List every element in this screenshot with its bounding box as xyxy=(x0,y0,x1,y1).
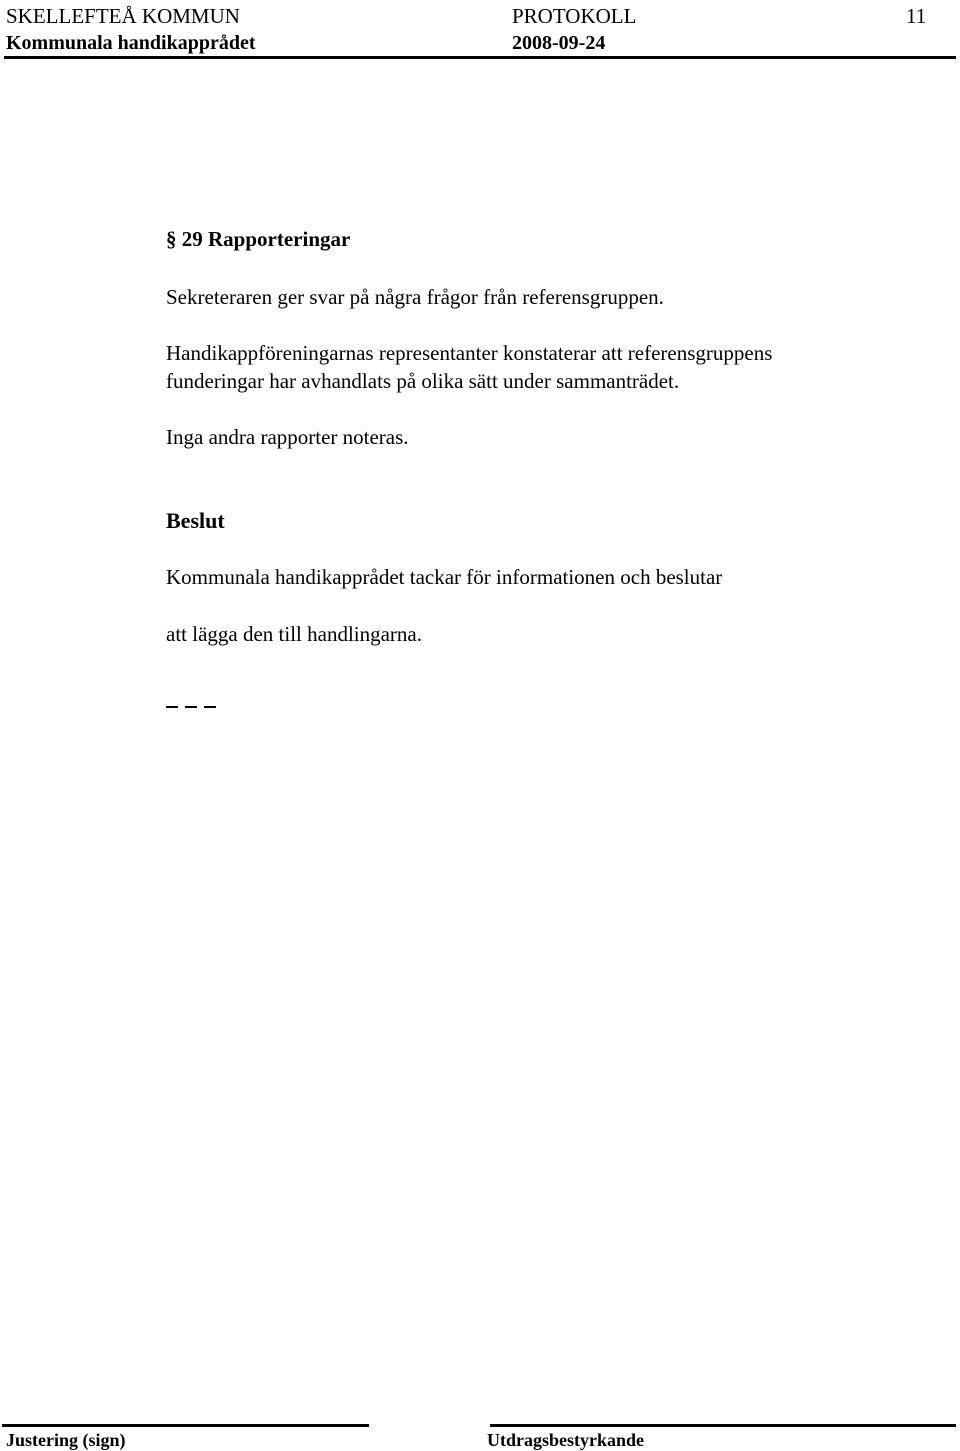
document-type: PROTOKOLL xyxy=(512,4,637,28)
decision-line-1: Kommunala handikapprådet tackar för informationen och beslutar xyxy=(166,565,723,589)
board-name: Kommunala handikapprådet xyxy=(6,32,256,54)
paragraph-2-line-1: Handikappföreningarnas representanter konstaterar att referensgruppens xyxy=(166,341,773,365)
header-divider xyxy=(4,56,956,59)
decision-heading: Beslut xyxy=(166,508,225,533)
footer-rule-right xyxy=(490,1424,956,1427)
end-separator-dash xyxy=(204,706,216,708)
page-number: 11 xyxy=(906,4,927,28)
footer-justering-label: Justering (sign) xyxy=(6,1430,126,1450)
section-heading: § 29 Rapporteringar xyxy=(166,227,351,251)
paragraph-3: Inga andra rapporter noteras. xyxy=(166,425,409,449)
paragraph-2-line-2: funderingar har avhandlats på olika sätt under sammanträdet. xyxy=(166,369,680,393)
end-separator-dash xyxy=(185,706,197,708)
paragraph-1: Sekreteraren ger svar på några frågor från referensgruppen. xyxy=(166,285,664,309)
organization-name: SKELLEFTEÅ KOMMUN xyxy=(6,4,240,28)
decision-line-2: att lägga den till handlingarna. xyxy=(166,622,422,646)
end-separator-dash xyxy=(166,706,178,708)
footer-utdrag-label: Utdragsbestyrkande xyxy=(487,1430,645,1450)
meeting-date: 2008-09-24 xyxy=(512,32,606,54)
footer-rule-left xyxy=(2,1424,369,1427)
